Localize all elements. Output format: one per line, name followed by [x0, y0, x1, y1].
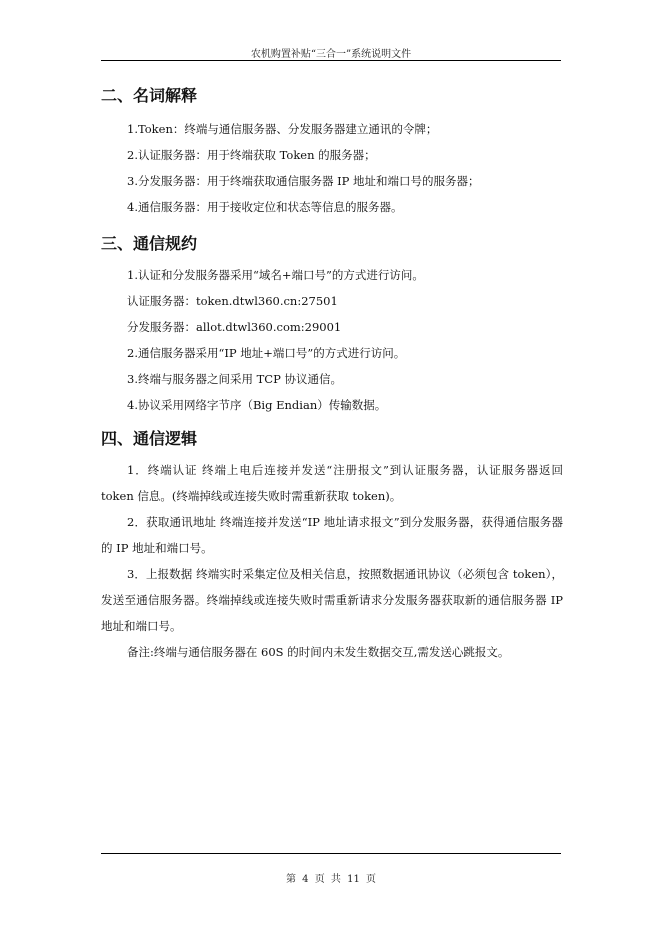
header-divider [101, 60, 561, 61]
logic-paragraph-text: 终端连接并发送“IP 地址请求报文”到分发服务器，获得通信服务器的 IP 地址和端口号。 [101, 515, 563, 555]
logic-paragraph [101, 561, 563, 639]
protocol-dist-server: 分发服务器：allot.dtwl360.com:29001 [127, 320, 342, 334]
logic-note [101, 639, 563, 665]
terms-item: 2.认证服务器：用于终端获取 Token 的服务器； [127, 148, 376, 162]
protocol-item: 1.认证和分发服务器采用“域名+端口号”的方式进行访问。 [127, 268, 424, 282]
section-heading-terms: 二、名词解释 [101, 86, 198, 105]
protocol-item: 3.终端与服务器之间采用 TCP 协议通信。 [127, 372, 342, 386]
logic-note-text: 备注:终端与通信服务器在 60S 的时间内未发生数据交互,需发送心跳报文。 [127, 645, 510, 659]
protocol-auth-server: 认证服务器：token.dtwl360.cn:27501 [127, 294, 338, 308]
section-heading-protocol: 三、通信规约 [101, 234, 198, 253]
logic-paragraph [101, 457, 563, 509]
logic-paragraph-lead: 2．获取通讯地址 [127, 515, 217, 529]
page-header-title: 农机购置补贴“三合一”系统说明文件 [250, 49, 412, 60]
section-heading-logic: 四、通信逻辑 [101, 429, 198, 448]
page-number: 第 4 页 共 11 页 [286, 874, 376, 885]
logic-paragraph-text: 终端实时采集定位及相关信息，按照数据通讯协议（必须包含 token），发送至通信服务器。终端掉线或连接失败时需重新请求分发服务器获取新的通信服务器 IP 地址和端口号。 [101, 567, 563, 633]
logic-paragraph-lead: 1．终端认证 [127, 463, 198, 477]
logic-paragraph [101, 509, 563, 561]
document-body [101, 84, 563, 665]
logic-paragraph-lead: 3．上报数据 [127, 567, 193, 581]
protocol-item: 4.协议采用网络字节序（Big Endian）传输数据。 [127, 398, 387, 412]
terms-item: 3.分发服务器：用于终端获取通信服务器 IP 地址和端口号的服务器； [127, 174, 480, 188]
logic-paragraph-text: 终端上电后连接并发送“注册报文”到认证服务器，认证服务器返回 token 信息。(终端掉线或连接失败时需重新获取 token)。 [101, 463, 563, 503]
protocol-item: 2.通信服务器采用“IP 地址+端口号”的方式进行访问。 [127, 346, 406, 360]
terms-item: 1.Token：终端与通信服务器、分发服务器建立通讯的令牌； [127, 122, 438, 136]
terms-item: 4.通信服务器：用于接收定位和状态等信息的服务器。 [127, 200, 403, 214]
footer-divider [101, 853, 561, 854]
